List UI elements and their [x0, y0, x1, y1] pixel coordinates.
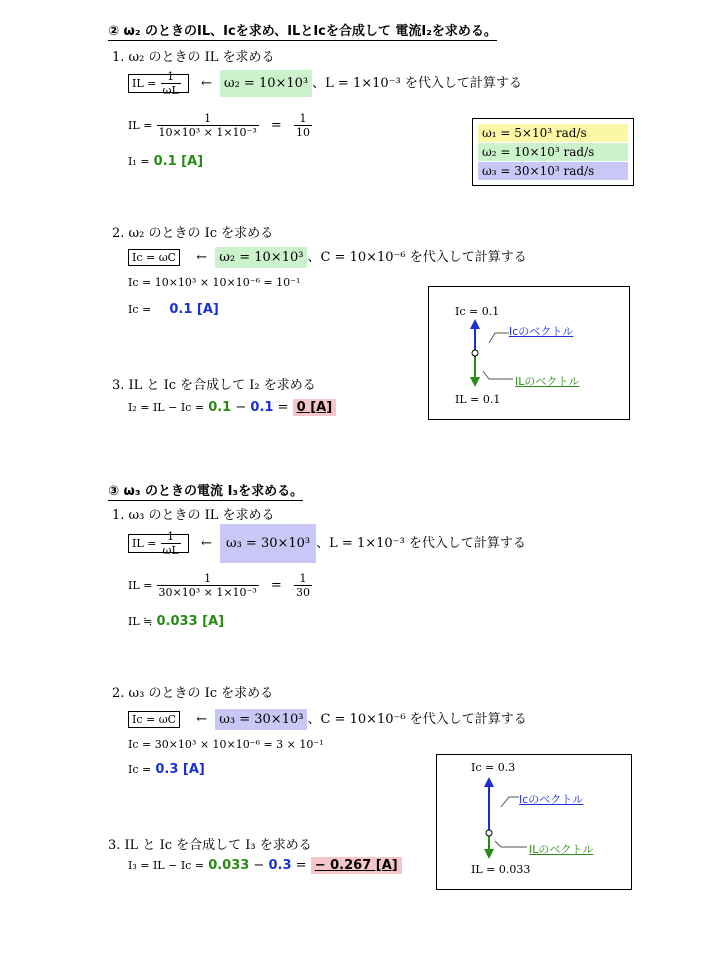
s3-step1-title: 1. ω₃ のときの IL を求める — [112, 508, 275, 523]
fraction-numerator: 1 — [161, 70, 181, 84]
left-arrow-icon: ← — [200, 76, 212, 91]
ic-formula-box: Ic = ωC — [128, 249, 180, 266]
ic-vector-arrowhead — [470, 319, 480, 329]
s2-step1-title: 1. ω₂ のときの IL を求める — [112, 50, 275, 65]
section3-header: ③ ω₃ のときの電流 I₃を求める。 — [108, 480, 303, 501]
calc-fraction — [157, 112, 259, 139]
il-leader-line — [483, 371, 513, 379]
minus-sign: − — [235, 400, 247, 415]
omega-highlight: ω₂ = 10×10³ — [215, 247, 307, 268]
fraction-denominator: ωL — [162, 544, 179, 557]
il-vector-arrowhead — [470, 377, 480, 387]
calc-numerator-2: 1 — [294, 112, 312, 126]
calc-lhs: IL = — [128, 579, 153, 592]
il-leader-line — [495, 841, 527, 847]
value-ic: 0.1 — [250, 400, 274, 415]
result-label: Ic = — [128, 763, 152, 776]
value-il: 0.033 — [208, 858, 250, 873]
substitute-text: 、C = 10×10⁻⁶ を代入して計算する — [307, 712, 527, 727]
legend-omega1: ω₁ = 5×10³ rad/s — [478, 124, 628, 142]
formula-fraction — [161, 530, 181, 557]
section2-header: ② ω₂ のときのIL、Icを求め、ILとIcを合成して 電流I₂を求める。 — [108, 20, 497, 41]
left-arrow-icon: ← — [200, 536, 212, 551]
vector-diagram-1 — [428, 286, 630, 420]
ic-vector-caption: Icのベクトル — [509, 325, 574, 338]
fraction-denominator: ωL — [162, 84, 179, 97]
calc-equals: = — [270, 578, 282, 593]
s2-step2-calc: Ic = 10×10³ × 10×10⁻⁶ = 10⁻¹ — [128, 276, 301, 289]
substitute-text: 、L = 1×10⁻³ を代入して計算する — [316, 536, 526, 551]
equals-sign: = — [277, 400, 289, 415]
substitute-text: 、C = 10×10⁻⁶ を代入して計算する — [307, 250, 527, 265]
s3-step2-calc: Ic = 30×10³ × 10×10⁻⁶ = 3 × 10⁻¹ — [128, 738, 324, 751]
calc-denominator: 10×10³ × 1×10⁻³ — [158, 126, 257, 139]
legend-omega2: ω₂ = 10×10³ rad/s — [478, 143, 628, 161]
calc-prefix: I₃ = IL − Ic = — [128, 859, 205, 872]
calc-numerator: 1 — [157, 572, 259, 586]
s2-step3-calc — [128, 400, 336, 415]
s3-step2-title: 2. ω₃ のときの Ic を求める — [112, 686, 274, 701]
il-formula-box — [128, 70, 189, 97]
substitute-text: 、L = 1×10⁻³ を代入して計算する — [312, 76, 522, 91]
formula-lhs: IL = — [132, 77, 157, 90]
s2-step2-title: 2. ω₂ のときの Ic を求める — [112, 226, 274, 241]
formula-lhs: IL = — [132, 537, 157, 550]
omega-highlight: ω₂ = 10×10³ — [220, 70, 312, 97]
omega-highlight: ω₃ = 30×10³ — [215, 709, 307, 730]
omega-highlight: ω₃ = 30×10³ — [220, 524, 316, 563]
minus-sign: − — [253, 858, 265, 873]
ic-value-label: Ic = 0.3 — [471, 761, 516, 774]
calc-denominator-2: 30 — [295, 586, 310, 599]
result-label: I₁ = — [128, 155, 150, 168]
il-vector-caption: ILのベクトル — [515, 375, 580, 388]
result-label: Ic = — [128, 303, 152, 316]
result-value: 0.3 [A] — [155, 762, 205, 777]
left-arrow-icon: ← — [196, 712, 208, 727]
final-result: 0 [A] — [293, 399, 337, 416]
calc-numerator: 1 — [157, 112, 259, 126]
calc-fraction-2 — [294, 572, 312, 599]
ic-formula-box: Ic = ωC — [128, 711, 180, 728]
origin-dot — [472, 350, 478, 356]
left-arrow-icon: ← — [196, 250, 208, 265]
calc-denominator: 30×10³ × 1×10⁻³ — [158, 586, 257, 599]
s2-step1-calc — [128, 112, 312, 139]
fraction-numerator: 1 — [161, 530, 181, 544]
calc-numerator-2: 1 — [294, 572, 312, 586]
il-formula-box — [128, 530, 189, 557]
result-label: IL ≒ — [128, 615, 153, 628]
s2-step1-result — [128, 154, 203, 169]
s3-step3-calc — [128, 858, 402, 873]
ic-vector-caption: Icのベクトル — [519, 793, 584, 806]
calc-fraction — [157, 572, 259, 599]
equals-sign: = — [295, 858, 307, 873]
ic-leader-line — [489, 333, 509, 343]
origin-dot — [486, 830, 492, 836]
calc-lhs: IL = — [128, 119, 153, 132]
vector-svg — [437, 755, 631, 889]
il-vector-arrowhead — [484, 849, 494, 859]
s3-step2-result — [128, 762, 205, 777]
ic-value-label: Ic = 0.1 — [455, 305, 500, 318]
formula-fraction — [161, 70, 181, 97]
s2-step2-formula-row — [128, 246, 527, 265]
s3-step1-calc — [128, 572, 312, 599]
legend-omega3: ω₃ = 30×10³ rad/s — [478, 162, 628, 180]
ic-vector-arrowhead — [484, 777, 494, 787]
s2-step2-result — [128, 302, 219, 317]
s2-step1-formula-row — [128, 70, 522, 97]
calc-prefix: I₂ = IL − Ic = — [128, 401, 205, 414]
ic-leader-line — [501, 797, 519, 807]
calc-fraction-2 — [294, 112, 312, 139]
final-result: − 0.267 [A] — [311, 857, 402, 874]
calc-denominator-2: 10 — [295, 126, 310, 139]
calc-equals: = — [270, 118, 282, 133]
s3-step1-result — [128, 614, 224, 629]
s3-step3-title: 3. IL と Ic を合成して I₃ を求める — [108, 838, 312, 853]
value-ic: 0.3 — [268, 858, 292, 873]
vector-diagram-2 — [436, 754, 632, 890]
value-il: 0.1 — [208, 400, 232, 415]
result-value: 0.1 [A] — [169, 302, 219, 317]
il-value-label: IL = 0.033 — [471, 863, 531, 876]
s3-step1-formula-row — [128, 530, 526, 557]
result-value: 0.1 [A] — [153, 154, 204, 169]
result-value: 0.033 [A] — [156, 614, 225, 629]
il-value-label: IL = 0.1 — [455, 393, 501, 406]
s2-step3-title: 3. IL と Ic を合成して I₂ を求める — [112, 378, 316, 393]
s3-step2-formula-row — [128, 708, 527, 727]
il-vector-caption: ILのベクトル — [529, 843, 594, 856]
omega-legend — [472, 118, 634, 186]
